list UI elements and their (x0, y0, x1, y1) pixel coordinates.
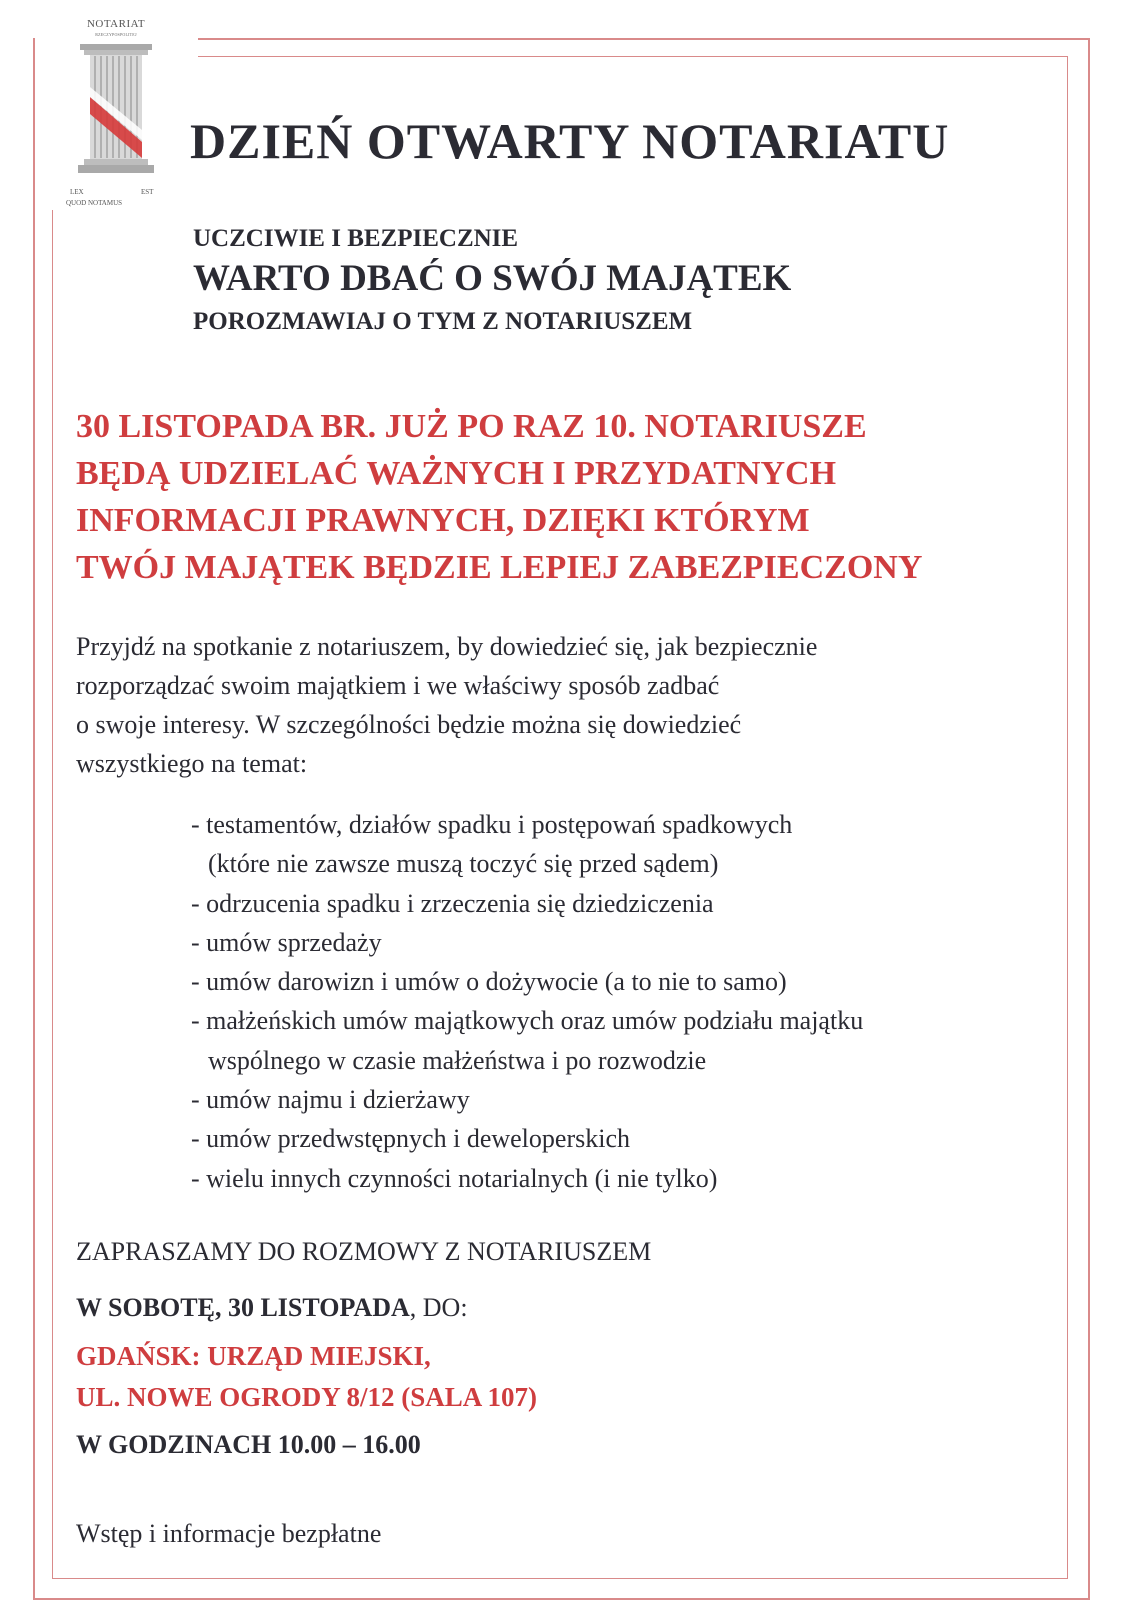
subtitle-line-1: UCZCIWIE I BEZPIECZNIE (193, 225, 519, 252)
list-item: - odrzucenia spadku i zrzeczenia się dziedziczenia (191, 888, 714, 918)
intro-line: Przyjdź na spotkanie z notariuszem, by dowiedzieć się, jak bezpiecznie (76, 632, 818, 661)
list-item: - umów przedwstępnych i deweloperskich (191, 1124, 630, 1154)
highlight-line: BĘDĄ UDZIELAĆ WAŻNYCH I PRZYDATNYCH (76, 455, 837, 492)
intro-line: wszystkiego na temat: (76, 749, 308, 778)
logo-motto-bottom: QUOD NOTAMUS (66, 199, 123, 207)
logo-motto-left: LEX (70, 188, 84, 196)
event-location-line-1: GDAŃSK: URZĄD MIEJSKI, (76, 1341, 431, 1371)
list-item: - umów sprzedaży (191, 927, 382, 957)
frame-right-line (1088, 38, 1090, 1600)
column-icon (76, 42, 156, 187)
inner-frame-bottom (52, 1578, 1068, 1579)
footer-note: Wstęp i informacje bezpłatne (76, 1519, 382, 1548)
list-item: - umów darowizn i umów o dożywocie (a to nie to samo) (191, 967, 787, 997)
highlight-block (76, 403, 922, 591)
frame-top-line (198, 38, 1088, 40)
event-date-rest: , DO: (409, 1293, 468, 1322)
frame-bottom-line (33, 1598, 1090, 1600)
inner-frame-top (198, 56, 1067, 57)
topics-list (191, 805, 863, 1198)
list-item: wspólnego w czasie małżeństwa i po rozwodzie (208, 1045, 707, 1075)
intro-line: rozporządzać swoim majątkiem i we właściwy sposób zadbać (76, 671, 720, 700)
highlight-line: 30 LISTOPADA BR. JUŻ PO RAZ 10. NOTARIUSZE (76, 408, 867, 445)
logo-motto-right: EST (141, 188, 154, 196)
list-item: - testamentów, działów spadku i postępowań spadkowych (191, 810, 793, 839)
intro-line: o swoje interesy. W szczególności będzie można się dowiedzieć (76, 710, 742, 739)
list-item: (które nie zawsze muszą toczyć się przed sądem) (208, 849, 719, 879)
list-item: - małżeńskich umów majątkowych oraz umów podziału majątku (191, 1006, 864, 1036)
inner-frame-right (1067, 56, 1068, 1578)
highlight-line: INFORMACJI PRAWNYCH, DZIĘKI KTÓRYM (76, 502, 810, 539)
logo-name: NOTARIAT (86, 18, 146, 30)
event-date (76, 1293, 468, 1323)
invite-text: ZAPRASZAMY DO ROZMOWY Z NOTARIUSZEM (76, 1237, 652, 1266)
notariat-logo (66, 18, 166, 208)
list-item: - wielu innych czynności notarialnych (i nie tylko) (191, 1163, 718, 1193)
page-title: DZIEŃ OTWARTY NOTARIATU (190, 113, 950, 169)
logo-subtitle: RZECZYPOSPOLITEJ (95, 32, 137, 37)
subtitle-line-3: POROZMAWIAJ O TYM Z NOTARIUSZEM (193, 308, 693, 335)
event-hours: W GODZINACH 10.00 – 16.00 (76, 1430, 421, 1459)
frame-left-line (33, 38, 35, 1600)
subtitle-line-2: WARTO DBAĆ O SWÓJ MAJĄTEK (193, 258, 792, 299)
event-location-line-2: UL. NOWE OGRODY 8/12 (SALA 107) (76, 1382, 538, 1412)
list-item: - umów najmu i dzierżawy (191, 1085, 470, 1115)
highlight-line: TWÓJ MAJĄTEK BĘDZIE LEPIEJ ZABEZPIECZONY (76, 549, 923, 586)
inner-frame-left (52, 210, 53, 1578)
intro-paragraph (76, 627, 817, 783)
event-date-bold: W SOBOTĘ, 30 LISTOPADA (76, 1293, 410, 1322)
